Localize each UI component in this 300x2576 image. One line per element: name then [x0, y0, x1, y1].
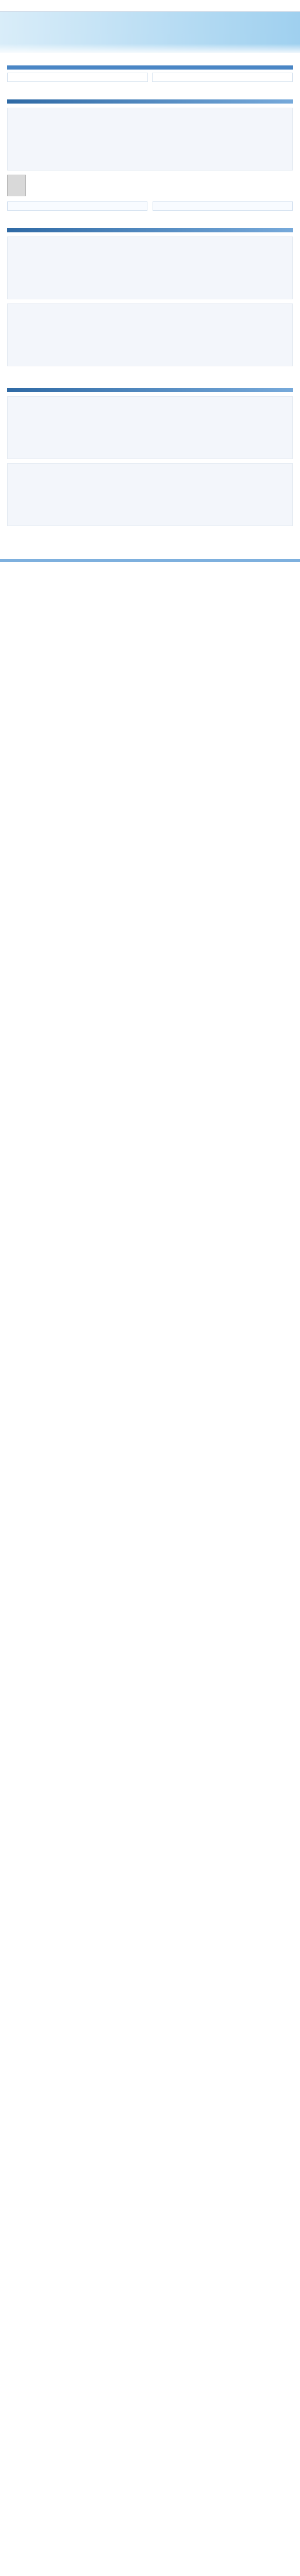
- dense-text-block: [7, 108, 293, 171]
- section-header-3: [7, 228, 293, 232]
- profile-text: [32, 176, 280, 178]
- content-section-4: [0, 376, 300, 535]
- dense-text-block-3: [7, 396, 293, 459]
- interview-section: [0, 535, 300, 551]
- dense-text-block-2: [7, 303, 293, 366]
- dense-text-block-4: [7, 463, 293, 526]
- content-section-3: [0, 216, 300, 376]
- page: [0, 0, 300, 593]
- section-header-4: [7, 388, 293, 392]
- top-bar: [0, 0, 300, 12]
- section-header-2: [7, 99, 293, 104]
- process-diagram-block: [7, 236, 293, 299]
- profile-row: [7, 175, 293, 196]
- profile-photo: [7, 175, 26, 196]
- stats-two-col: [7, 201, 293, 211]
- info-card-left: [7, 73, 148, 82]
- footer-space: [0, 562, 300, 593]
- stats-box-right: [153, 201, 293, 211]
- stats-box-left: [7, 201, 147, 211]
- header-banner: [0, 12, 300, 53]
- spacer: [7, 196, 293, 201]
- content-section-2: [0, 87, 300, 216]
- divider-strip: [7, 65, 293, 70]
- info-grid: [7, 73, 293, 82]
- banner-wave: [0, 44, 300, 53]
- org-section: [0, 53, 300, 87]
- info-card-right: [152, 73, 293, 82]
